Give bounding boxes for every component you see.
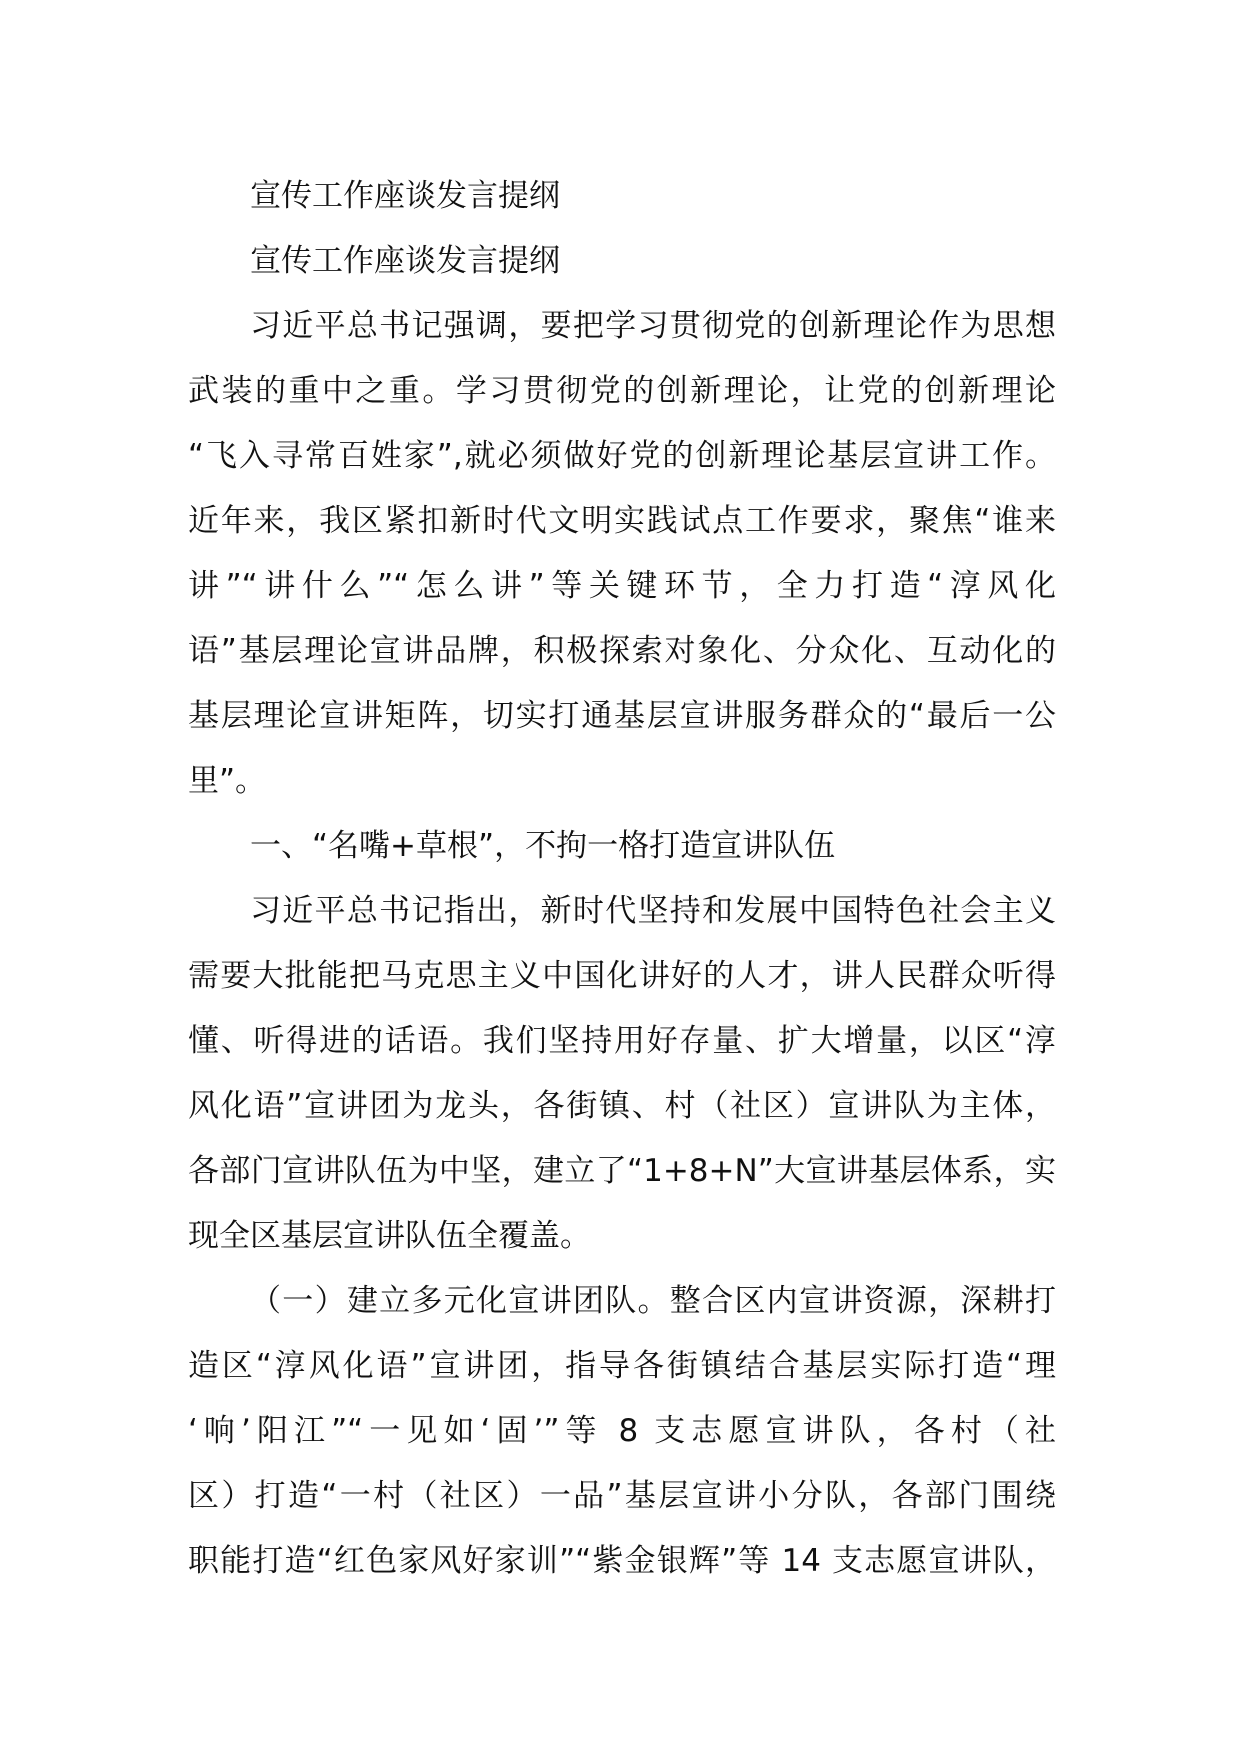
- document-subtitle: 宣传工作座谈发言提纲: [250, 243, 560, 279]
- paragraph-line: （一）建立多元化宣讲团队。整合区内宣讲资源，深耕打: [250, 1283, 1056, 1319]
- paragraph-line: 习近平总书记强调，要把学习贯彻党的创新理论作为思想: [250, 308, 1056, 344]
- paragraph-line: 各部门宣讲队伍为中坚，建立了“1+8+N”大宣讲基层体系，实: [188, 1153, 1056, 1189]
- paragraph-line: 里”。: [188, 763, 267, 799]
- paragraph-line: 讲”“讲什么”“怎么讲”等关键环节，全力打造“淳风化: [188, 568, 1056, 604]
- paragraph-line: 现全区基层宣讲队伍全覆盖。: [188, 1218, 591, 1254]
- paragraph-line: 风化语”宣讲团为龙头，各街镇、村（社区）宣讲队为主体，: [188, 1088, 1056, 1124]
- paragraph-line: 职能打造“红色家风好家训”“紫金银辉”等 14 支志愿宣讲队，: [188, 1543, 1056, 1579]
- paragraph-line: 区）打造“一村（社区）一品”基层宣讲小分队，各部门围绕: [188, 1478, 1056, 1514]
- paragraph-line: 武装的重中之重。学习贯彻党的创新理论，让党的创新理论: [188, 373, 1056, 409]
- paragraph-line: 需要大批能把马克思主义中国化讲好的人才，讲人民群众听得: [188, 958, 1056, 994]
- paragraph-line: 懂、听得进的话语。我们坚持用好存量、扩大增量，以区“淳: [188, 1023, 1056, 1059]
- document-body: [188, 164, 1056, 1594]
- paragraph-line: 习近平总书记指出，新时代坚持和发展中国特色社会主义: [250, 893, 1056, 929]
- paragraph-line: 基层理论宣讲矩阵，切实打通基层宣讲服务群众的“最后一公: [188, 698, 1056, 734]
- section-heading: 一、“名嘴+草根”，不拘一格打造宣讲队伍: [250, 828, 836, 864]
- paragraph-line: 语”基层理论宣讲品牌，积极探索对象化、分众化、互动化的: [188, 633, 1056, 669]
- paragraph-line: “飞入寻常百姓家”,就必须做好党的创新理论基层宣讲工作。: [188, 438, 1056, 474]
- paragraph-line: 近年来，我区紧扣新时代文明实践试点工作要求，聚焦“谁来: [188, 503, 1056, 539]
- document-title: 宣传工作座谈发言提纲: [250, 178, 560, 214]
- paragraph-line: 造区“淳风化语”宣讲团，指导各街镇结合基层实际打造“理: [188, 1348, 1056, 1384]
- paragraph-line: ‘响’阳江”“一见如‘固’”等 8 支志愿宣讲队，各村（社: [188, 1413, 1056, 1449]
